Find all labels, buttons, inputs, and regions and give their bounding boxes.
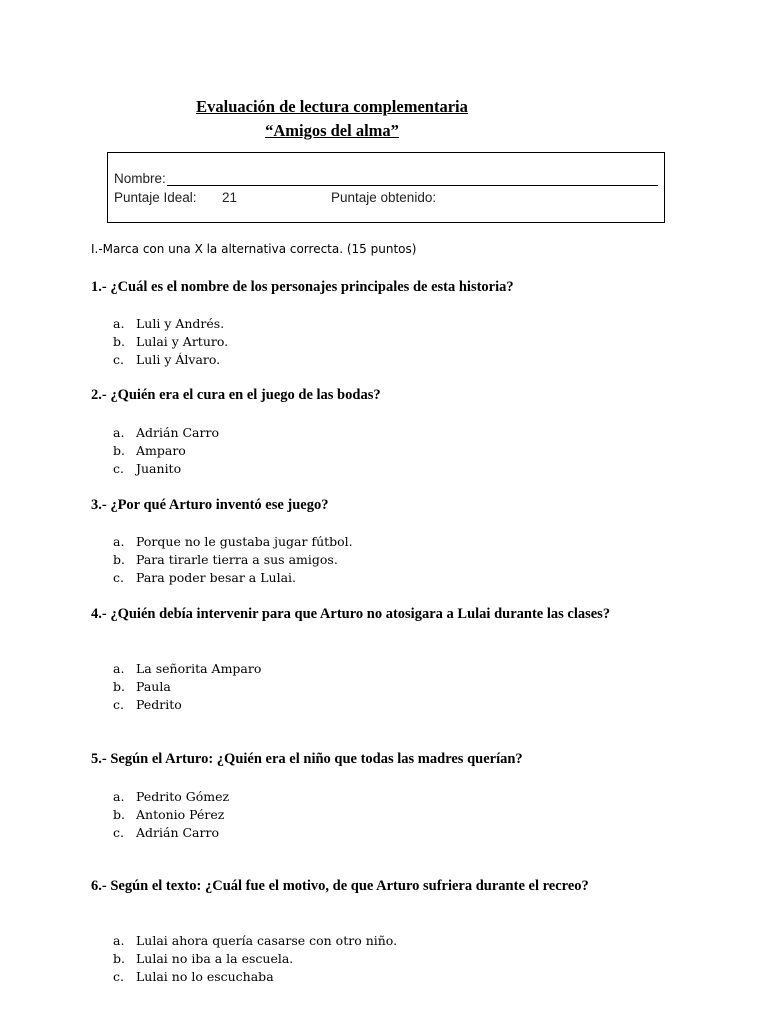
option-text: Lulai ahora quería casarse con otro niño. <box>136 933 398 948</box>
student-info-box <box>107 152 665 223</box>
score-ideal-label: Puntaje Ideal: <box>114 190 197 205</box>
options-list-1 <box>113 315 228 369</box>
option[interactable] <box>113 551 353 569</box>
option-text: Antonio Pérez <box>136 807 225 822</box>
option[interactable] <box>113 442 219 460</box>
option-text: Paula <box>136 679 171 694</box>
option-letter: b. <box>113 334 125 349</box>
option-letter: c. <box>113 352 124 367</box>
question-5: 5.- Según el Arturo: ¿Quién era el niño que todas las madres querían? <box>91 751 523 767</box>
option[interactable] <box>113 968 397 986</box>
option-letter: a. <box>113 933 125 948</box>
option[interactable] <box>113 824 229 842</box>
option[interactable] <box>113 460 219 478</box>
option[interactable] <box>113 533 353 551</box>
option[interactable] <box>113 315 228 333</box>
name-row <box>114 171 658 186</box>
option[interactable] <box>113 424 219 442</box>
option-letter: b. <box>113 807 125 822</box>
option-letter: a. <box>113 425 125 440</box>
option[interactable] <box>113 678 261 696</box>
option-letter: b. <box>113 552 125 567</box>
option-text: Lulai no lo escuchaba <box>136 969 274 984</box>
options-list-3 <box>113 533 353 587</box>
option[interactable] <box>113 351 228 369</box>
option-text: Porque no le gustaba jugar fútbol. <box>136 534 353 549</box>
options-list-2 <box>113 424 219 478</box>
option-text: Pedrito <box>136 697 182 712</box>
option-letter: c. <box>113 825 124 840</box>
option[interactable] <box>113 788 229 806</box>
option-text: Luli y Álvaro. <box>136 352 221 367</box>
option[interactable] <box>113 569 353 587</box>
option-letter: c. <box>113 697 124 712</box>
question-3: 3.- ¿Por qué Arturo inventó ese juego? <box>91 497 329 513</box>
options-list-4 <box>113 660 261 714</box>
option-text: Adrián Carro <box>136 825 219 840</box>
option-text: Lulai y Arturo. <box>136 334 229 349</box>
question-4: 4.- ¿Quién debía intervenir para que Arturo no atosigara a Lulai durante las clases? <box>91 606 611 622</box>
option-text: La señorita Amparo <box>136 661 262 676</box>
option-letter: c. <box>113 570 124 585</box>
question-6: 6.- Según el texto: ¿Cuál fue el motivo, de que Arturo sufriera durante el recreo? <box>91 878 589 894</box>
question-1: 1.- ¿Cuál es el nombre de los personajes principales de esta historia? <box>91 279 514 295</box>
option-text: Pedrito Gómez <box>136 789 230 804</box>
option-letter: b. <box>113 443 125 458</box>
option-text: Juanito <box>136 461 182 476</box>
question-2: 2.- ¿Quién era el cura en el juego de las bodas? <box>91 387 381 403</box>
option[interactable] <box>113 696 261 714</box>
option[interactable] <box>113 806 229 824</box>
option-letter: a. <box>113 316 125 331</box>
options-list-5 <box>113 788 229 842</box>
option[interactable] <box>113 950 397 968</box>
option-letter: a. <box>113 789 125 804</box>
name-blank-line[interactable] <box>167 171 658 186</box>
option[interactable] <box>113 333 228 351</box>
option-letter: b. <box>113 951 125 966</box>
score-row <box>114 190 436 205</box>
score-ideal-value: 21 <box>222 190 238 205</box>
option[interactable] <box>113 932 397 950</box>
option-letter: a. <box>113 534 125 549</box>
option-text: Para poder besar a Lulai. <box>136 570 296 585</box>
instruction-text: I.-Marca con una X la alternativa correcta. (15 puntos) <box>91 242 417 256</box>
options-list-6 <box>113 932 397 986</box>
option-text: Luli y Andrés. <box>136 316 225 331</box>
option-letter: a. <box>113 661 125 676</box>
option-letter: c. <box>113 969 124 984</box>
book-title: “Amigos del alma” <box>265 121 399 140</box>
option[interactable] <box>113 660 261 678</box>
option-text: Amparo <box>136 443 186 458</box>
option-text: Lulai no iba a la escuela. <box>136 951 294 966</box>
option-letter: c. <box>113 461 124 476</box>
name-label: Nombre: <box>114 171 166 186</box>
option-text: Para tirarle tierra a sus amigos. <box>136 552 338 567</box>
option-letter: b. <box>113 679 125 694</box>
score-obtained-label: Puntaje obtenido: <box>331 190 437 205</box>
page-title: Evaluación de lectura complementaria <box>196 97 468 116</box>
option-text: Adrián Carro <box>136 425 219 440</box>
